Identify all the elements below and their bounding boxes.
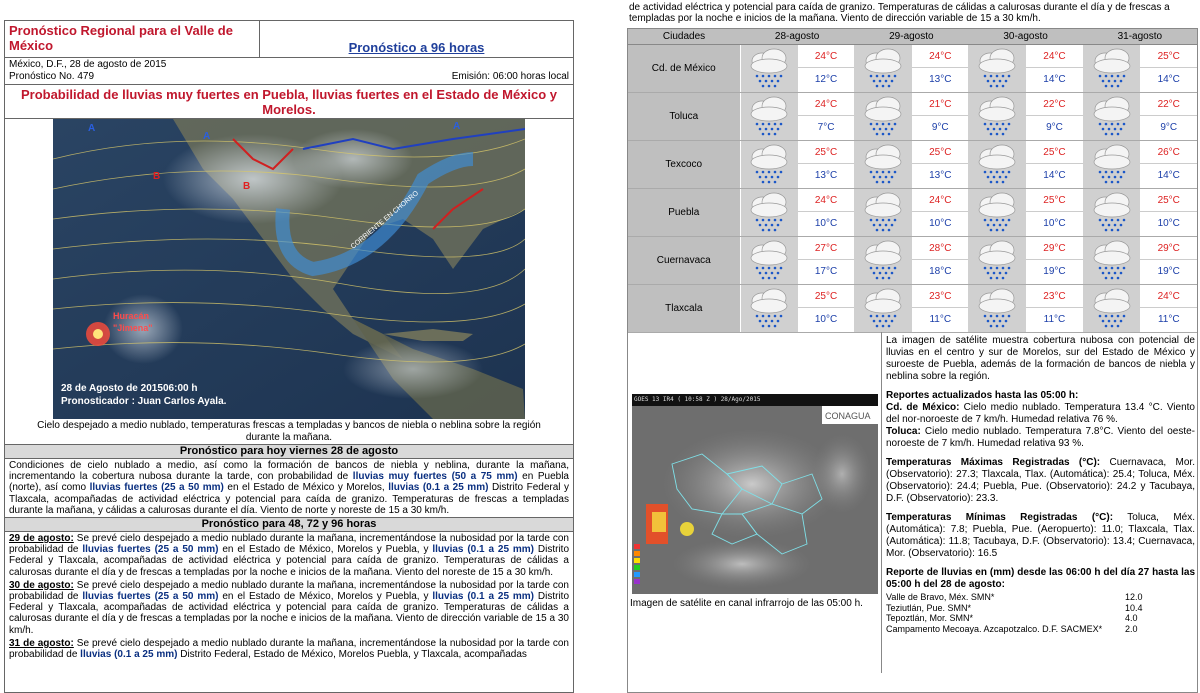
temp-max: 25°C — [798, 285, 854, 308]
rain-cloud-icon — [1083, 141, 1141, 188]
temp-min: 19°C — [1043, 265, 1066, 277]
forecast-row — [628, 92, 1197, 140]
observations-text — [882, 332, 1199, 637]
city-name: Texcoco — [628, 140, 740, 188]
city-name: Puebla — [628, 188, 740, 236]
satellite-map — [53, 119, 525, 419]
svg-text:B: B — [153, 171, 161, 182]
emission-time: Emisión: 06:00 horas local — [451, 71, 569, 82]
rain-cloud-icon — [968, 285, 1026, 332]
svg-text:A: A — [203, 131, 211, 142]
temp-min: 12°C — [814, 73, 838, 85]
observations-panel — [627, 332, 1198, 693]
temp-min: 14°C — [1157, 169, 1180, 181]
rain-report-item — [886, 603, 1195, 614]
temp-max: 21°C — [912, 93, 968, 116]
rain-cloud-icon — [854, 141, 912, 188]
temp-max: 24°C — [798, 93, 854, 116]
temp-max: 23°C — [1026, 285, 1082, 308]
rain-amount: 4.0 — [1125, 613, 1138, 623]
city-name: Toluca — [628, 92, 740, 140]
forecast-row — [628, 188, 1197, 236]
rain-report-item — [886, 624, 1195, 635]
rain-cloud-icon — [1083, 237, 1141, 284]
forecast-96h-link[interactable]: Pronóstico a 96 horas — [348, 40, 485, 55]
report-toluca: Toluca: Cielo medio nublado. Temperatura 7.8°C. Viento del oeste-noroeste de 7 km/h. Humedad relativa 93 %. — [886, 426, 1195, 449]
temp-max: 24°C — [912, 189, 968, 212]
satellite-summary: La imagen de satélite muestra cobertura nubosa con potencial de lluvias en el centro y sur de Morelos, sur del Estado de México y suroeste de Puebla, además de la formación de bancos de niebla y neblina sobre la región. — [886, 335, 1195, 382]
forecast-day-31: 31 de agosto: Se prevé cielo despejado a medio nublado durante la mañana, incrementándose la nubosidad por la tarde con probabilidad de lluvias (0.1 a 25 mm) Distrito Federal, Estado de México, Morelos Puebla, y Tlaxcala, acompañadas — [9, 637, 569, 661]
map-forecaster: Pronosticador : Juan Carlos Ayala. — [61, 396, 227, 407]
temp-max: 25°C — [1026, 189, 1082, 212]
day-header: 28-agosto — [740, 29, 854, 44]
rain-cloud-icon — [968, 141, 1026, 188]
temp-max: 22°C — [1026, 93, 1082, 116]
temp-min: 17°C — [814, 265, 838, 277]
continued-text: de actividad eléctrica y potencial para caída de granizo. Temperaturas de cálidas a calurosas durante el día y de frescas a templadas por la noche e inicios de la mañana. Viento de dirección variable de 15 a 30 km/h. — [629, 2, 1170, 24]
extended-heading: Pronóstico para 48, 72 y 96 horas — [5, 518, 573, 532]
svg-text:B: B — [243, 181, 251, 192]
temp-max: 24°C — [912, 45, 968, 68]
hurricane-name: "Jimena" — [113, 323, 153, 333]
temp-max: 25°C — [912, 141, 968, 164]
rain-cloud-icon — [968, 45, 1026, 92]
conagua-logo: CONAGUA — [825, 411, 871, 421]
temp-min: 13°C — [929, 73, 952, 85]
rain-cloud-icon — [741, 45, 798, 92]
station-name: Campamento Mecoaya. Azcapotzalco. D.F. SACMEX* — [886, 623, 1103, 634]
header-row — [5, 21, 573, 58]
temp-min: 10°C — [814, 217, 838, 229]
temp-max: 23°C — [912, 285, 968, 308]
satellite-caption: Imagen de satélite en canal infrarrojo de las 05:00 h. — [630, 598, 863, 609]
satellite-map-graphic — [53, 119, 525, 419]
rain-cloud-icon — [854, 237, 912, 284]
rain-cloud-icon — [854, 189, 912, 236]
observations-image-column — [628, 332, 882, 673]
rain-cloud-icon — [968, 237, 1026, 284]
temp-min: 10°C — [1157, 217, 1180, 229]
temp-min: 13°C — [814, 169, 838, 181]
temp-max: 27°C — [798, 237, 854, 260]
report-cdmx: Cd. de México: Cielo medio nublado. Temperatura 13.4 °C. Viento del nor-noroeste de 7 km/h. Humedad relativa 76 %. — [886, 402, 1195, 425]
temp-max: 22°C — [1140, 93, 1197, 116]
forecast-day-30: 30 de agosto: Se prevé cielo despejado a medio nublado durante la mañana, incrementándose la nubosidad por la tarde con probabilidad de lluvias fuertes (25 a 50 mm) en el Estado de México, Morelos y Puebla, y lluvias (0.1 a 25 mm) Distrito Federal y Tlaxcala, acompañadas de actividad eléctrica y potencial para caída de granizo. Temperaturas de cálidas a calurosas durante el día y de frescas a templadas por la noche e inicios de la mañana. Viento de dirección variable de 15 a 30 km/h. — [9, 579, 570, 636]
rain-cloud-icon — [1083, 189, 1141, 236]
forecast-number: Pronóstico No. 479 — [9, 71, 95, 82]
forecast-table — [627, 28, 1198, 332]
rain-cloud-icon — [741, 93, 798, 140]
rain-amount: 12.0 — [1125, 592, 1143, 602]
station-name: Valle de Bravo, Méx. SMN* — [886, 592, 995, 602]
temp-max: 24°C — [798, 189, 854, 212]
rain-cloud-icon — [741, 141, 798, 188]
rain-report-list — [886, 592, 1195, 634]
temp-min: 11°C — [1157, 313, 1180, 325]
temp-min: 10°C — [929, 217, 952, 229]
city-name: Cd. de México — [628, 44, 740, 92]
map-date-stamp: 28 de Agosto de 2015 — [61, 383, 163, 394]
rain-cloud-icon — [854, 285, 912, 332]
forecast-row — [628, 140, 1197, 188]
rain-amount: 10.4 — [1125, 602, 1143, 613]
reports-title: Reportes actualizados hasta las 05:00 h: — [886, 390, 1079, 401]
jet-stream-label: CORRIENTE EN CHORRO — [349, 189, 421, 251]
cities-header: Ciudades — [628, 29, 740, 44]
svg-text:A: A — [453, 121, 461, 132]
temp-min: 13°C — [929, 169, 952, 181]
temp-min: 19°C — [1157, 265, 1180, 277]
temp-max: 28°C — [912, 237, 968, 260]
temp-min: 14°C — [1157, 73, 1180, 85]
rain-cloud-icon — [1083, 45, 1141, 92]
rain-cloud-icon — [741, 285, 798, 332]
forecast-row — [628, 44, 1197, 92]
rain-cloud-icon — [854, 45, 912, 92]
temp-min: 10°C — [1043, 217, 1066, 229]
forecast-day-29: 29 de agosto: Se prevé cielo despejado a medio nublado durante la mañana, incrementándose la nubosidad por la tarde con probabilidad de lluvias fuertes (25 a 50 mm) en el Estado de México, Morelos y Puebla, y lluvias (0.1 a 25 mm) Distrito Federal y Tlaxcala, acompañadas de actividad eléctrica y potencial para caída de granizo. Temperaturas de cálidas a calurosas durante el día y de frescas a templadas por la noche e inicios de la mañana. Viento del noreste de 15 a 30 km/h. — [9, 533, 570, 578]
forecast-row — [628, 284, 1197, 332]
temp-max: 24°C — [798, 45, 854, 68]
temp-min: 18°C — [929, 265, 952, 277]
rain-cloud-icon — [1083, 285, 1141, 332]
rain-cloud-icon — [968, 189, 1026, 236]
today-forecast: Condiciones de cielo nublado a medio, así como la formación de bancos de niebla y neblina, durante la mañana, incrementando la cobertura nubosa durante la tarde, con probabilidad de lluvias muy fuertes (50 a 75 mm) en Puebla (norte), así como lluvias fuertes (25 a 50 mm) en el Estado de México y Morelos, lluvias (0.1 a 25 mm) Distrito Federal y Tlaxcala, acompañadas de actividad eléctrica y potencial para caída de granizo. Temperaturas de frescas a templadas durante la mañana, y cálidas a calurosas durante el día. Viento de norte y noreste de 15 a 30 km/h. — [5, 459, 573, 518]
today-heading: Pronóstico para hoy viernes 28 de agosto — [5, 445, 573, 459]
rain-amount: 2.0 — [1125, 623, 1138, 634]
rain-cloud-icon — [1083, 93, 1141, 140]
svg-text:A: A — [88, 123, 96, 134]
temp-min: 14°C — [1043, 169, 1066, 181]
rain-report-item — [886, 592, 1195, 603]
temp-min: 14°C — [1043, 73, 1066, 85]
temp-min: 9°C — [1046, 121, 1063, 133]
forecast-row — [628, 236, 1197, 284]
temp-max: 24°C — [1026, 45, 1082, 68]
temp-max: 29°C — [1026, 237, 1082, 260]
city-name: Tlaxcala — [628, 284, 740, 332]
rain-report-title: Reporte de lluvias en (mm) desde las 06:00 h del día 27 hasta las 05:00 h del 28 de agosto: — [886, 567, 1195, 590]
map-caption: Cielo despejado a medio nublado, temperaturas frescas a templadas y bancos de niebla o neblina sobre la región durante la mañana. — [5, 419, 573, 445]
city-name: Cuernavaca — [628, 236, 740, 284]
temp-min: 7°C — [817, 121, 835, 133]
temp-max: 25°C — [1026, 141, 1082, 164]
rain-cloud-icon — [968, 93, 1026, 140]
temp-min: 9°C — [931, 121, 949, 133]
meta-row — [5, 58, 573, 85]
regional-satellite-image — [632, 394, 878, 594]
rain-alert: Probabilidad de lluvias muy fuertes en Puebla, lluvias fuertes en el Estado de México y Morelos. — [5, 85, 573, 119]
temp-min: 11°C — [1043, 313, 1066, 325]
satellite-header: GOES 13 IR4 ( 10:58 Z ) 28/Ago/2015 — [632, 394, 878, 406]
max-temperatures: Temperaturas Máximas Registradas (°C): Cuernavaca, Mor. (Observatorio): 27.3; Tlaxcala, Tlax. (Automática): 25.4; Toluca, Méx. (Observatorio): 24.4; Puebla, Pue. (Observatorio): 24.2 y Tacubaya, D.F. (Observatorio): 23.3. — [886, 457, 1195, 504]
rain-cloud-icon — [741, 189, 798, 236]
day-header: 30-agosto — [968, 29, 1082, 44]
rain-report-item — [886, 613, 1195, 624]
temp-max: 29°C — [1140, 237, 1197, 260]
day-header: 31-agosto — [1083, 29, 1197, 44]
temp-max: 25°C — [1140, 45, 1197, 68]
page-title: Pronóstico Regional para el Valle de México — [5, 21, 260, 57]
temp-min: 9°C — [1160, 121, 1178, 133]
right-page — [627, 0, 1198, 693]
hurricane-label: Huracán — [113, 311, 150, 321]
left-page — [4, 20, 574, 693]
temp-min: 10°C — [814, 313, 838, 325]
temp-max: 25°C — [1140, 189, 1197, 212]
station-name: Teziutlán, Pue. SMN* — [886, 602, 972, 613]
temp-max: 25°C — [798, 141, 854, 164]
map-time-stamp: 06:00 h — [163, 383, 198, 394]
station-name: Tepoztlán, Mor. SMN* — [886, 613, 974, 623]
rain-cloud-icon — [854, 93, 912, 140]
temp-max: 24°C — [1140, 285, 1197, 308]
date-line: México, D.F., 28 de agosto de 2015 — [9, 59, 167, 70]
temp-max: 26°C — [1140, 141, 1197, 164]
rain-cloud-icon — [741, 237, 798, 284]
temp-min: 11°C — [929, 313, 952, 325]
min-temperatures: Temperaturas Mínimas Registradas (°C): Toluca, Méx. (Automática): 7.8; Puebla, Pue. (Aeropuerto): 11.0; Tlaxcala, Tlax. (Automática): 11.8; Tacubaya, D.F. (Observatorio): 13.4; Cuernavaca, Mor. (Observatorio): 16.5 — [886, 512, 1196, 559]
day-header: 29-agosto — [854, 29, 968, 44]
